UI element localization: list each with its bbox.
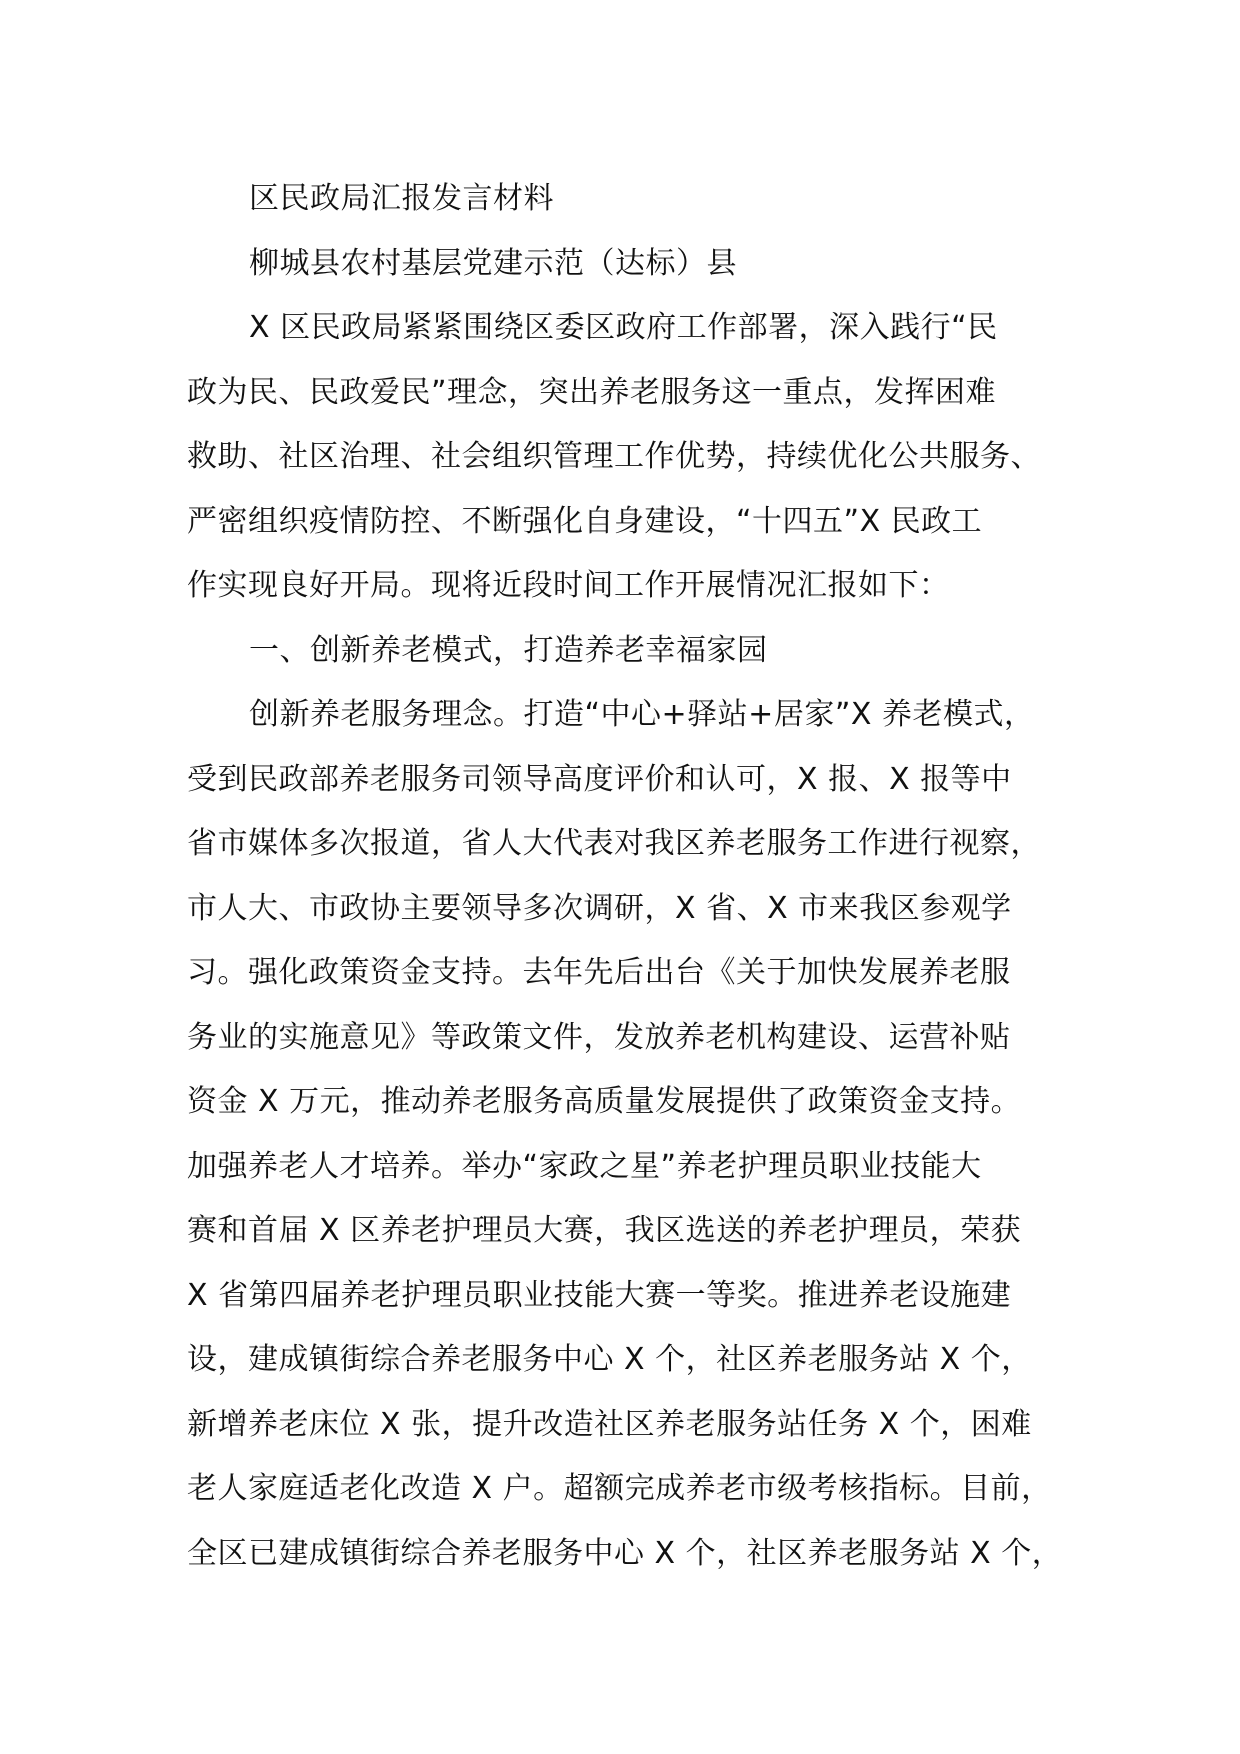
paragraph-line: 全区已建成镇街综合养老服务中心 X 个，社区养老服务站 X 个，: [187, 1535, 1063, 1571]
document-subtitle: 柳城县农村基层党建示范（达标）县: [249, 245, 737, 281]
paragraph-line: 新增养老床位 X 张，提升改造社区养老服务站任务 X 个，困难: [187, 1406, 1032, 1442]
intro-paragraph: [187, 296, 1087, 619]
document-title: 区民政局汇报发言材料: [249, 181, 554, 216]
paragraph-line: 救助、社区治理、社会组织管理工作优势，持续优化公共服务、: [187, 439, 1041, 474]
paragraph-line: 设，建成镇街综合养老服务中心 X 个，社区养老服务站 X 个，: [187, 1342, 1032, 1377]
paragraph-line: 作实现良好开局。现将近段时间工作开展情况汇报如下：: [187, 568, 950, 603]
paragraph-line: 赛和首届 X 区养老护理员大赛，我区选送的养老护理员，荣获: [187, 1213, 1022, 1248]
paragraph-line: 受到民政部养老服务司领导高度评价和认可，X 报、X 报等中: [187, 761, 1012, 797]
document-body: [187, 167, 1087, 1586]
section-heading: 一、创新养老模式，打造养老幸福家园: [249, 632, 768, 668]
paragraph-line: 严密组织疫情防控、不断强化自身建设，“十四五”X 民政工: [187, 503, 983, 539]
paragraph-line: 政为民、民政爱民”理念，突出养老服务这一重点，发挥困难: [187, 374, 997, 410]
paragraph-line: 老人家庭适老化改造 X 户。超额完成养老市级考核指标。目前，: [187, 1471, 1052, 1506]
body-paragraph: [187, 683, 1087, 1586]
paragraph-line: 市人大、市政协主要领导多次调研，X 省、X 市来我区参观学: [187, 890, 1012, 926]
paragraph-line: 资金 X 万元，推动养老服务高质量发展提供了政策资金支持。: [187, 1084, 1022, 1119]
paragraph-line: 务业的实施意见》等政策文件，发放养老机构建设、运营补贴: [187, 1019, 1011, 1055]
paragraph-line: 创新养老服务理念。打造“中心+驿站+居家”X 养老模式，: [249, 697, 1035, 732]
paragraph-line: 加强养老人才培养。举办“家政之星”养老护理员职业技能大: [187, 1148, 982, 1184]
paragraph-line: X 省第四届养老护理员职业技能大赛一等奖。推进养老设施建: [187, 1277, 1012, 1313]
paragraph-line: X 区民政局紧紧围绕区委区政府工作部署，深入践行“民: [249, 310, 998, 345]
paragraph-line: 习。强化政策资金支持。去年先后出台《关于加快发展养老服: [187, 955, 1011, 990]
paragraph-line: 省市媒体多次报道，省人大代表对我区养老服务工作进行视察，: [187, 826, 1041, 861]
